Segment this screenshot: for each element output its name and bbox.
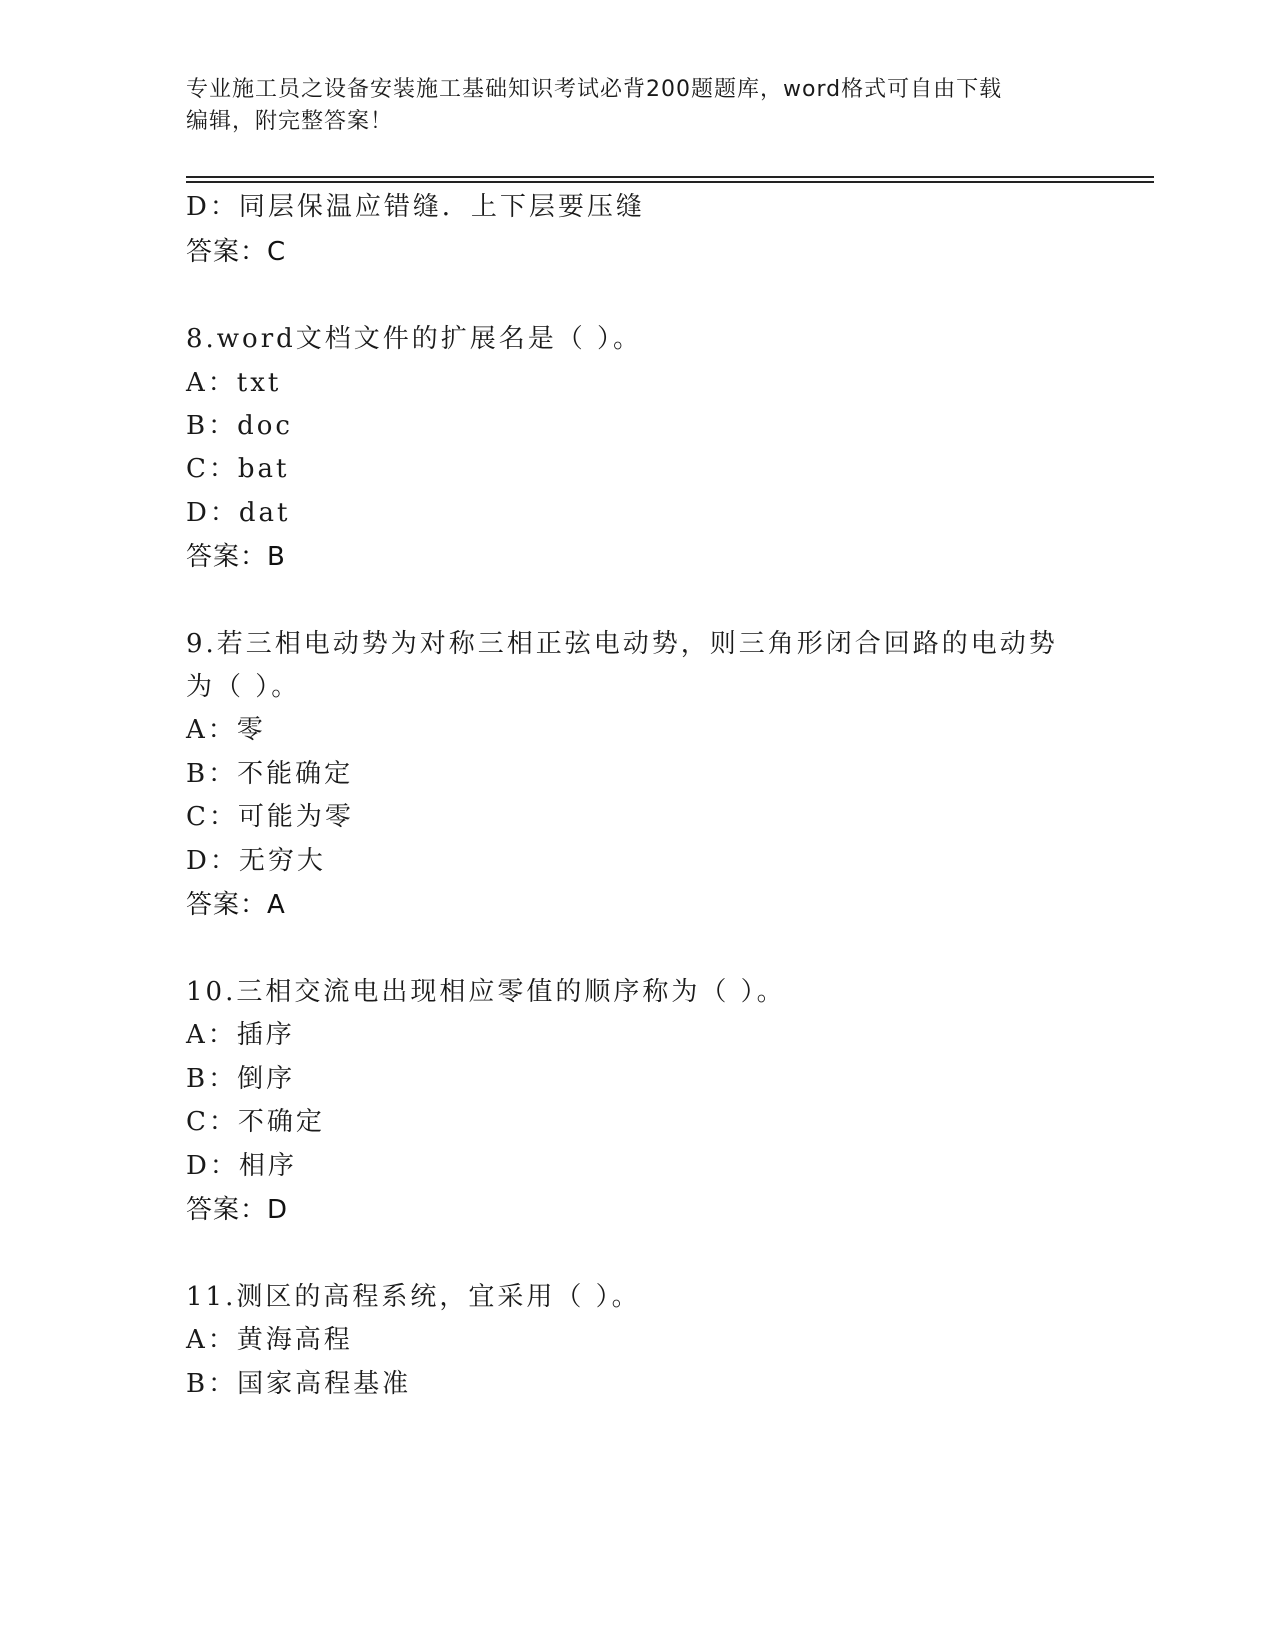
q8-answer: 答案：B [186,542,286,572]
q8-option-b: B：doc [186,411,293,441]
q9-option-b: B：不能确定 [186,759,354,789]
q8-option-a: A：txt [186,368,282,398]
q10-answer: 答案：D [186,1195,289,1225]
prev-option-d: D：同层保温应错缝．上下层要压缝 [186,192,645,222]
prev-answer: 答案：C [186,237,287,267]
q10-option-d: D：相序 [186,1151,297,1181]
q9-stem-line-1: 9.若三相电动势为对称三相正弦电动势，则三角形闭合回路的电动势 [186,629,1058,659]
q8-option-d: D：dat [186,498,291,528]
q9-option-c: C：可能为零 [186,802,354,832]
q10-option-c: C：不确定 [186,1107,325,1137]
q10-option-b: B：倒序 [186,1064,296,1094]
header-title-line-1: 专业施工员之设备安装施工基础知识考试必背200题题库，word格式可自由下载 [186,77,1003,102]
q9-option-d: D：无穷大 [186,846,326,876]
q9-stem-line-2: 为（ ）。 [186,672,301,702]
q10-stem: 10.三相交流电出现相应零值的顺序称为（ ）。 [186,977,786,1007]
q9-option-a: A：零 [186,715,266,745]
q11-option-a: A：黄海高程 [186,1325,353,1355]
header-title-line-2: 编辑，附完整答案！ [186,109,394,134]
q11-option-b: B：国家高程基准 [186,1369,412,1399]
q8-option-c: C：bat [186,454,290,484]
document-header [186,74,1086,138]
header-rule-top [186,176,1154,178]
q11-stem: 11.测区的高程系统，宜采用（ ）。 [186,1282,641,1312]
q10-option-a: A：插序 [186,1020,295,1050]
q8-stem: 8.word文档文件的扩展名是（ ）。 [186,324,643,354]
q9-answer: 答案：A [186,890,286,920]
header-rule-bottom [186,181,1154,183]
